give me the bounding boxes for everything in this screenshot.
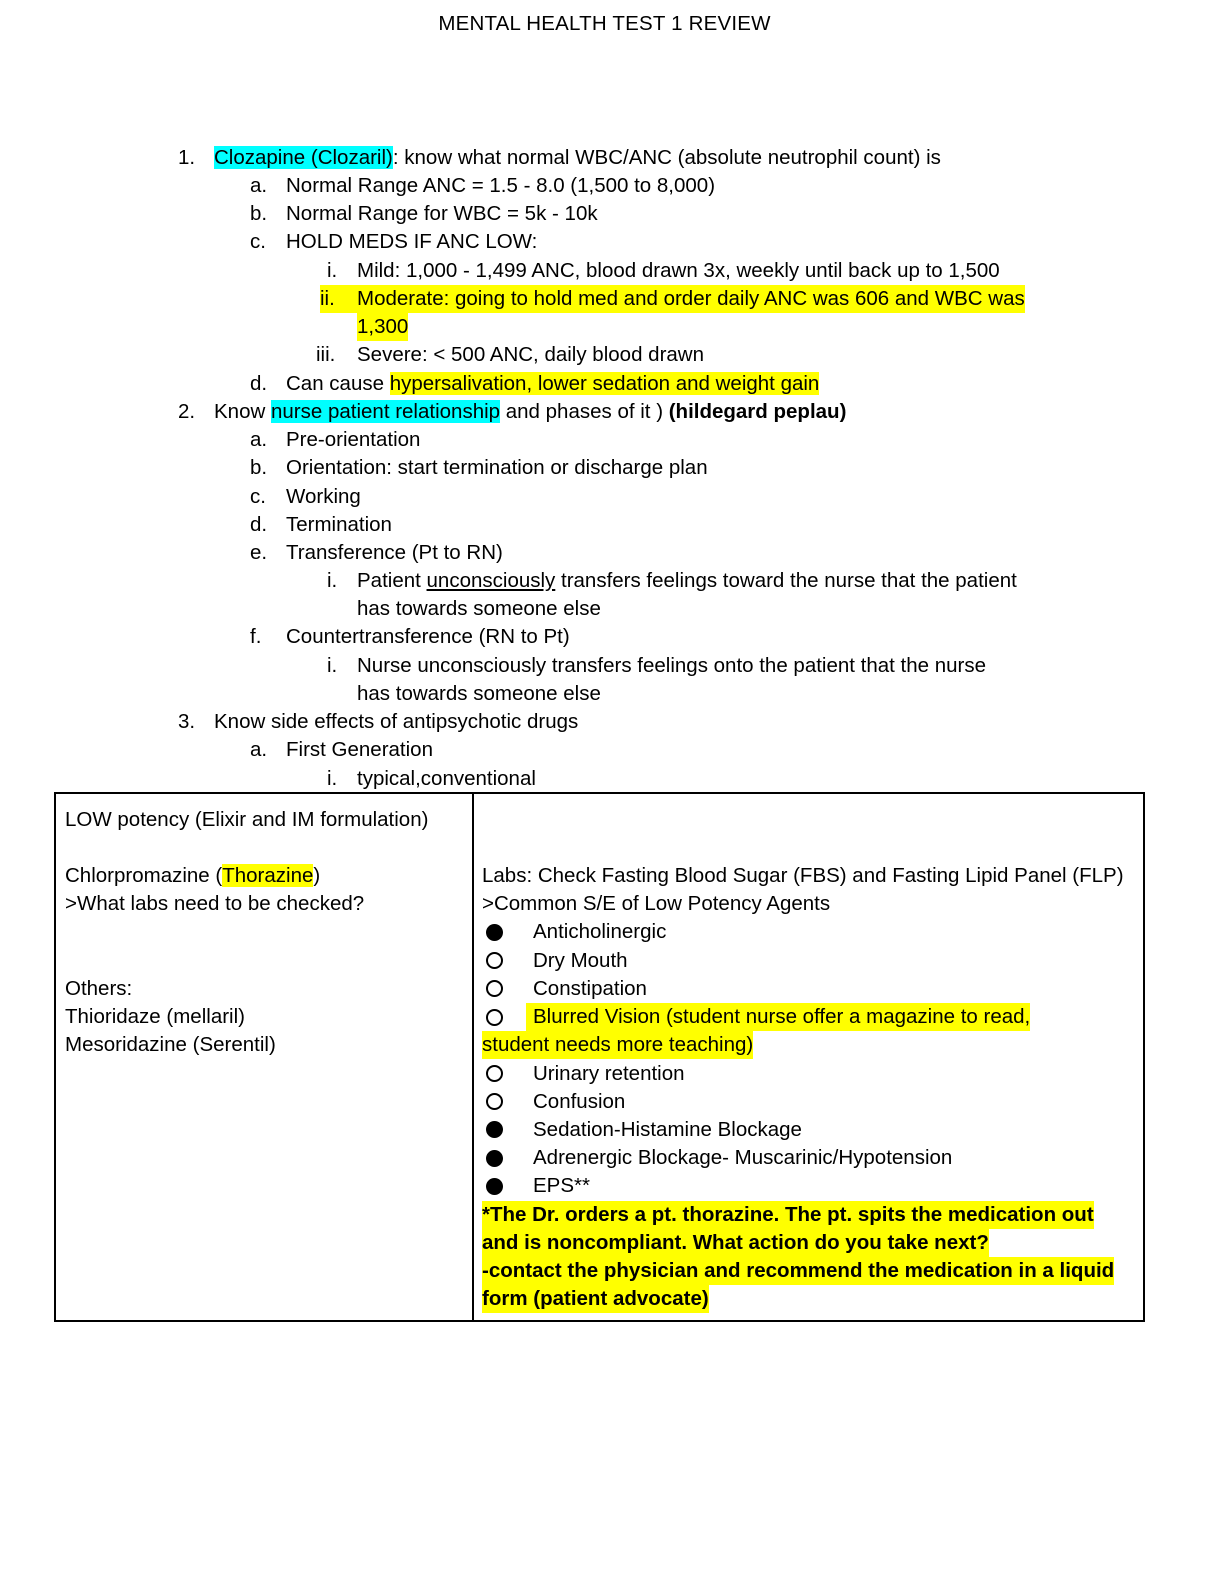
topic-highlight: nurse patient relationship <box>270 400 501 423</box>
list-item-1c-ii-cont: 1,300 <box>357 313 408 341</box>
open-bullet-icon <box>486 952 503 969</box>
list-item-1c-iii-text: Severe: < 500 ANC, daily blood drawn <box>357 343 704 366</box>
list-item-2a: a. <box>250 428 268 451</box>
scenario-question: *The Dr. orders a pt. thorazine. The pt. spits the medication out <box>482 1201 1094 1229</box>
list-item-3a-i-text: typical,conventional <box>357 767 536 790</box>
list-item-1-text: Clozapine (Clozaril): know what normal WBC/ANC (absolute neutrophil count) is <box>214 146 941 169</box>
theorist-name: (hildegard peplau) <box>668 400 847 423</box>
list-item-1d-text: Can cause hypersalivation, lower sedation and weight gain <box>286 372 820 395</box>
list-item-1c-iii: iii. <box>316 343 336 366</box>
list-item-2b: b. <box>250 456 268 479</box>
list-item-3-text: Know side effects of antipsychotic drugs <box>214 710 579 733</box>
scenario-question-cont: and is noncompliant. What action do you take next? <box>482 1229 989 1257</box>
drug-name-highlight: Clozapine (Clozaril) <box>214 146 393 169</box>
side-effect-item: Dry Mouth <box>533 949 628 972</box>
list-item-2f-i-text: Nurse unconsciously transfers feelings onto the patient that the nurse <box>357 654 987 677</box>
list-item-2d-text: Termination <box>286 513 392 536</box>
other-drug: Thioridaze (mellaril) <box>65 1005 245 1028</box>
list-item-2c: c. <box>250 485 266 508</box>
drug-name: Chlorpromazine (Thorazine) <box>65 864 321 887</box>
list-item-3a: a. <box>250 738 268 761</box>
drug-table <box>54 792 1145 1322</box>
list-item-2e-i-cont: has towards someone else <box>357 597 601 620</box>
list-item-2f: f. <box>250 625 262 648</box>
list-item-2e: e. <box>250 541 268 564</box>
scenario-answer-cont: form (patient advocate) <box>482 1285 709 1313</box>
side-effects-highlight: hypersalivation, lower sedation and weight gain <box>389 372 820 395</box>
open-bullet-icon <box>486 980 503 997</box>
labs-question: >What labs need to be checked? <box>65 892 365 915</box>
others-label: Others: <box>65 977 133 1000</box>
list-item-1c-text: HOLD MEDS IF ANC LOW: <box>286 230 538 253</box>
side-effect-item: Urinary retention <box>533 1062 685 1085</box>
list-item-2e-i-text: Patient unconsciously transfers feelings toward the nurse that the patient <box>357 569 1017 592</box>
list-item-1 <box>178 144 195 172</box>
item-marker: 1. <box>178 146 196 169</box>
list-item-3: 3. <box>178 710 196 733</box>
side-effect-item: EPS** <box>533 1174 590 1197</box>
list-item-1c-i: i. <box>327 259 338 282</box>
list-item-2e-text: Transference (Pt to RN) <box>286 541 503 564</box>
potency-heading: LOW potency (Elixir and IM formulation) <box>65 808 429 831</box>
list-item-3a-text: First Generation <box>286 738 433 761</box>
list-item-2f-i-cont: has towards someone else <box>357 682 601 705</box>
list-item-3a-i: i. <box>327 767 338 790</box>
filled-bullet-icon <box>486 1178 503 1195</box>
brand-name-highlight: Thorazine <box>222 864 314 887</box>
side-effect-item: Confusion <box>533 1090 626 1113</box>
side-effect-item-highlighted: Blurred Vision (student nurse offer a magazine to read, <box>526 1003 1030 1031</box>
table-column-divider <box>472 794 474 1320</box>
list-item-2c-text: Working <box>286 485 361 508</box>
open-bullet-icon <box>486 1093 503 1110</box>
filled-bullet-icon <box>486 1121 503 1138</box>
labs-text: Labs: Check Fasting Blood Sugar (FBS) and Fasting Lipid Panel (FLP) <box>482 864 1124 887</box>
list-item-1d: d. <box>250 372 268 395</box>
filled-bullet-icon <box>486 1150 503 1167</box>
common-se-heading: >Common S/E of Low Potency Agents <box>482 892 831 915</box>
page-title: MENTAL HEALTH TEST 1 REVIEW <box>438 12 771 35</box>
other-drug: Mesoridazine (Serentil) <box>65 1033 276 1056</box>
list-item-2a-text: Pre-orientation <box>286 428 421 451</box>
list-item-2e-i: i. <box>327 569 338 592</box>
list-item-1c-ii: ii. Moderate: going to hold med and order daily ANC was 606 and WBC was <box>320 285 1025 313</box>
filled-bullet-icon <box>486 924 503 941</box>
list-item-2f-text: Countertransference (RN to Pt) <box>286 625 570 648</box>
list-item-1b: b. <box>250 202 268 225</box>
open-bullet-icon <box>486 1009 503 1026</box>
list-item-1c-i-text: Mild: 1,000 - 1,499 ANC, blood drawn 3x, weekly until back up to 1,500 <box>357 259 1000 282</box>
side-effect-item-highlighted-cont: student needs more teaching) <box>482 1031 753 1059</box>
list-item-2-text: Know nurse patient relationship and phases of it ) (hildegard peplau) <box>214 400 847 423</box>
list-item-1b-text: Normal Range for WBC = 5k - 10k <box>286 202 598 225</box>
list-item-1a-text: Normal Range ANC = 1.5 - 8.0 (1,500 to 8,000) <box>286 174 716 197</box>
side-effect-item: Anticholinergic <box>533 920 667 943</box>
list-item-1c: c. <box>250 230 266 253</box>
side-effect-item: Adrenergic Blockage- Muscarinic/Hypotension <box>533 1146 953 1169</box>
list-item-2f-i: i. <box>327 654 338 677</box>
list-item-2d: d. <box>250 513 268 536</box>
open-bullet-icon <box>486 1065 503 1082</box>
list-item-1a: a. <box>250 174 268 197</box>
scenario-answer: -contact the physician and recommend the medication in a liquid <box>482 1257 1114 1285</box>
side-effect-item: Constipation <box>533 977 647 1000</box>
side-effect-item: Sedation-Histamine Blockage <box>533 1118 802 1141</box>
list-item-2b-text: Orientation: start termination or discharge plan <box>286 456 708 479</box>
list-item-2: 2. <box>178 400 196 423</box>
